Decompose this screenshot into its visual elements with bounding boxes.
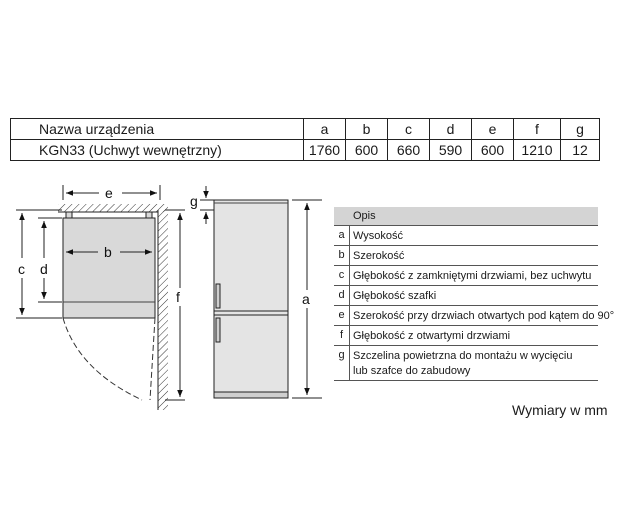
legend-row-b <box>334 246 598 266</box>
legend-letter: b <box>338 249 345 261</box>
label-a: a <box>302 291 310 307</box>
header-col-b: b <box>346 119 388 140</box>
legend-letter: d <box>338 289 345 301</box>
value-f: 1210 <box>514 140 561 161</box>
legend-row-g <box>334 346 598 381</box>
legend-row-a <box>334 226 598 246</box>
legend-text: Głębokość z otwartymi drzwiami <box>353 330 511 342</box>
legend-letter: c <box>338 269 345 281</box>
label-e: e <box>105 185 113 201</box>
legend-row-d <box>334 286 598 306</box>
header-col-a: a <box>304 119 346 140</box>
model-name-cell: KGN33 (Uchwyt wewnętrzny) <box>11 140 304 161</box>
legend-text: Głębokość z zamkniętymi drzwiami, bez uchwytu <box>353 270 592 282</box>
value-b: 600 <box>346 140 388 161</box>
legend-text-line1: Szczelina powietrzna do montażu w wycięciu <box>353 350 573 362</box>
legend-text: Szerokość <box>353 250 405 262</box>
header-col-g: g <box>561 119 600 140</box>
legend-letter: a <box>338 229 345 241</box>
label-b: b <box>104 244 112 260</box>
legend-text-line2: lub szafce do zabudowy <box>353 365 471 377</box>
header-col-c: c <box>388 119 430 140</box>
label-d: d <box>40 261 48 277</box>
legend-row-e <box>334 306 615 326</box>
legend-header <box>334 207 598 226</box>
header-name-cell: Nazwa urządzenia <box>11 119 304 140</box>
value-d: 590 <box>430 140 472 161</box>
value-g: 12 <box>561 140 600 161</box>
value-a: 1760 <box>304 140 346 161</box>
legend-title: Opis <box>353 210 376 222</box>
header-col-e: e <box>472 119 514 140</box>
header-col-d: d <box>430 119 472 140</box>
value-e: 600 <box>472 140 514 161</box>
units-caption: Wymiary w mm <box>512 402 608 418</box>
label-f: f <box>176 289 180 305</box>
label-g: g <box>190 193 198 209</box>
dimension-g <box>200 186 214 224</box>
legend-letter: f <box>339 329 344 341</box>
legend-row-c <box>334 266 598 286</box>
top-view-appliance <box>63 212 155 400</box>
legend-text: Szerokość przy drzwiach otwartych pod kątem do 90° <box>353 310 615 322</box>
legend-letter: g <box>338 349 345 361</box>
legend-table <box>334 207 615 381</box>
header-col-f: f <box>514 119 561 140</box>
legend-row-f <box>334 326 598 346</box>
side-view-appliance <box>214 200 288 398</box>
legend-text: Głębokość szafki <box>353 290 437 302</box>
label-c: c <box>18 261 25 277</box>
legend-text: Wysokość <box>353 230 404 242</box>
legend-text <box>353 349 573 379</box>
value-c: 660 <box>388 140 430 161</box>
legend-letter: e <box>338 309 345 321</box>
